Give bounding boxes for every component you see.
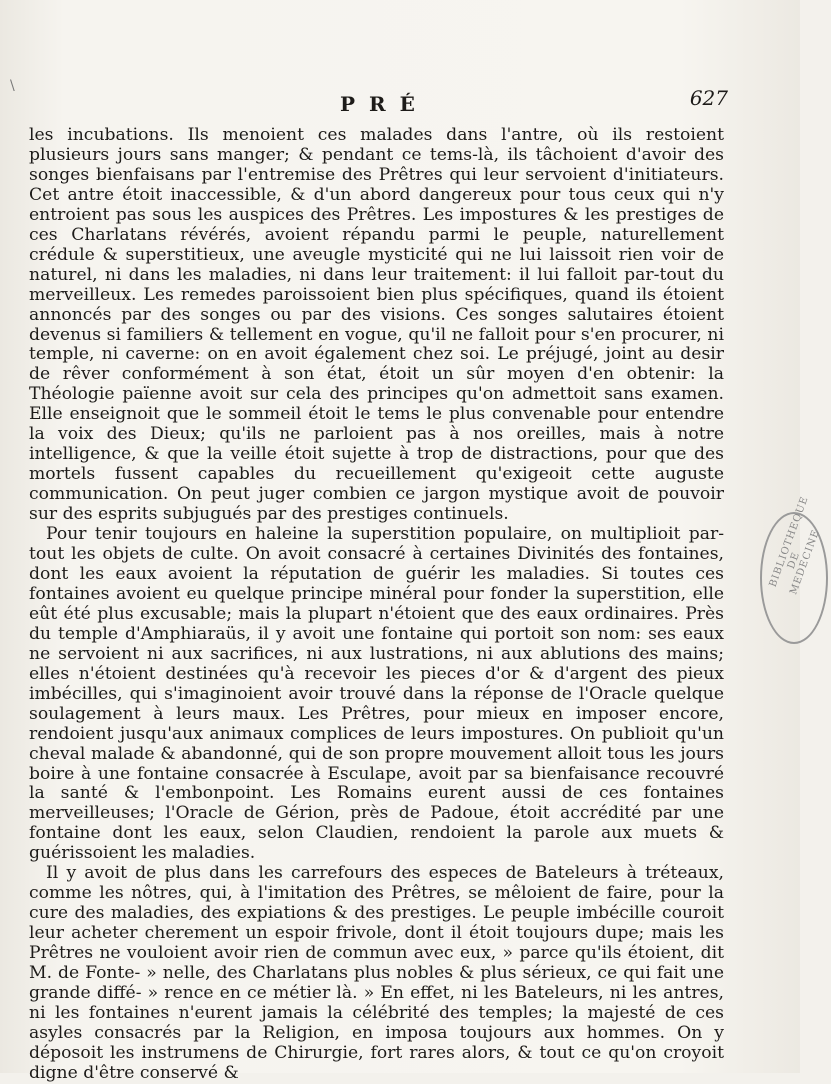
library-stamp — [760, 494, 828, 644]
page-number: 627 — [689, 86, 728, 110]
paragraph-2: Pour tenir toujours en haleine la superstition populaire, on multiplioit par-tout les objets de culte. On avoit consacré à certaines Divinités des fontaines, dont les eaux avoient la réputation de guérir les maladies. Si toutes ces fontaines avoient eu quelque principe minéral pour fonder la superstition, elle eût été plus excusable; mais la plupart n'étoient que des eaux ordinaires. Près du temple d'Amphiaraüs, il y avoit une fontaine qui portoit son nom: ses eaux ne servoient ni aux sacrifices, ni aux lustrations, ni aux ablutions des mains; elles n'étoient destinées qu'à recevoir les pieces d'or & d'argent des pieux imbécilles, qui s'imaginoient avoir trouvé dans la réponse de l'Oracle quelque soulagement à leurs maux. Les Prêtres, pour mieux en imposer encore, rendoient jusqu'aux animaux complices de leurs impostures. On publioit qu'un cheval malade & abandonné, qui de son propre mouvement alloit tous les jours boire à une fontaine consacrée à Esculape, avoit par sa bienfaisance recouvré la santé & l'embonpoint. Les Romains eurent aussi de ces fontaines merveilleuses; l'Oracle de Gérion, près de Padoue, étoit accrédité par une fontaine dont les eaux, selon Claudien, rendoient la parole aux muets & guérissoient les maladies. — [29, 524, 724, 864]
body-text — [29, 126, 724, 1084]
margin-mark: \ — [10, 78, 15, 94]
paragraph-3: Il y avoit de plus dans les carrefours des especes de Bateleurs à tréteaux, comme les nôtres, qui, à l'imitation des Prêtres, se mêloient de faire, pour la cure des maladies, des expiations & des prestiges. Le peuple imbécille couroit leur acheter cherement un espoir frivole, dont il étoit toujours dupe; mais les Prêtres ne vouloient avoir rien de commun avec eux, » parce qu'ils étoient, dit M. de Fonte- » nelle, des Charlatans plus nobles & plus sérieux, ce qui fait une grande diffé- » rence en ce métier là. » En effet, ni les Bateleurs, ni les antres, ni les fontaines n'eurent jamais la célébrité des temples; la majesté de ces asyles consacrés par la Religion, en imposa toujours aux hommes. On y déposoit les instrumens de Chirurgie, fort rares alors, & tout ce qu'on croyoit digne d'être conservé & — [29, 863, 724, 1083]
paragraph-1: les incubations. Ils menoient ces malades dans l'antre, où ils restoient plusieurs jours sans manger; & pendant ce tems-là, ils tâchoient d'avoir des songes bienfaisans par l'entremise des Prêtres qui leur servoient d'initiateurs. Cet antre étoit inaccessible, & d'un abord dangereux pour tous ceux qui n'y entroient pas sous les auspices des Prêtres. Les impostures & les prestiges de ces Charlatans révérés, avoient répandu parmi le peuple, naturellement crédule & superstitieux, une aveugle mysticité qui ne lui laissoit rien voir de naturel, ni dans les maladies, ni dans leur traitement: il lui falloit par-tout du merveilleux. Les remedes paroissoient bien plus spécifiques, quand ils étoient annoncés par des songes ou par des visions. Ces songes salutaires étoient devenus si familiers & tellement en vogue, qu'il ne falloit pour s'en procurer, ni temple, ni caverne: on en avoit également chez soi. Le préjugé, joint au desir de rêver conformément à son état, étoit un sûr moyen d'en obtenir: la Théologie païenne avoit sur cela des principes qu'on admettoit sans examen. Elle enseignoit que le sommeil étoit le tems le plus convenable pour entendre la voix des Dieux; qu'ils ne parloient pas à nos oreilles, mais à notre intelligence, & que la veille étoit sujette à trop de distractions, pour que des mortels fussent capables du recueillement qu'exigeoit cette auguste communication. On peut juger combien ce jargon mystique avoit de pouvoir sur des esprits subjugués par des prestiges continuels. — [29, 125, 724, 525]
running-head — [0, 84, 800, 114]
stamp-text: BIBLIOTHEQUE DE MEDECINE — [767, 494, 822, 597]
running-title: PRÉ — [340, 92, 429, 116]
